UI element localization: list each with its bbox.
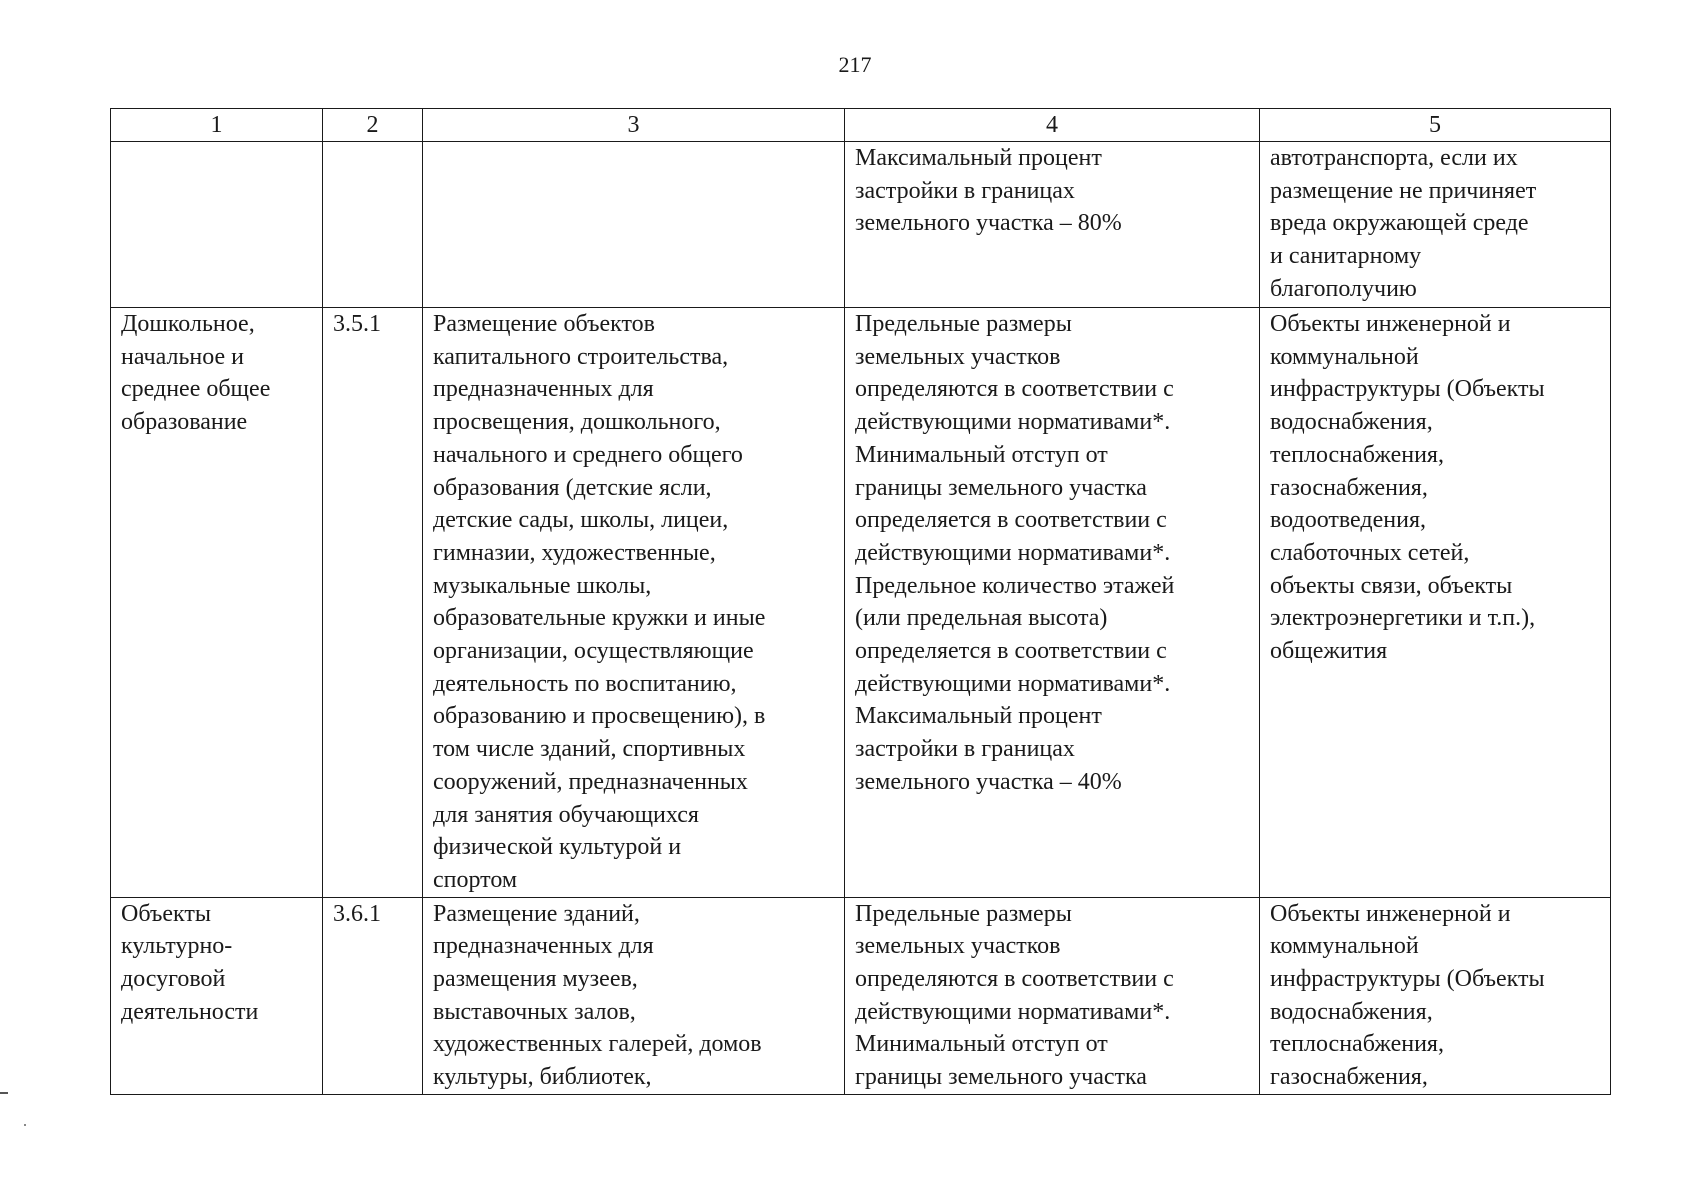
use-description-cell: Размещение объектов капитального строительства, предназначенных для просвещения, дошкольного, начального и среднего общего образования (детские ясли, детские сады, школы, лицеи, гимназии, художественные, музыкальные школы, образовательные кружки и иные организации, осуществляющие деятельность по воспитанию, образованию и просвещению), в том числе зданий, спортивных сооружений, предназначенных для занятия обучающихся физической культурой и спортом: [423, 308, 845, 898]
use-description-cell: Размещение зданий, предназначенных для размещения музеев, выставочных залов, художественных галерей, домов культуры, библиотек,: [423, 897, 845, 1094]
use-code-cell: [323, 142, 423, 308]
use-name-cell: Объекты культурно- досуговой деятельности: [111, 897, 323, 1094]
table-row: [111, 308, 1611, 898]
auxiliary-uses-cell: Объекты инженерной и коммунальной инфраструктуры (Объекты водоснабжения, теплоснабжения, газоснабжения,: [1260, 897, 1611, 1094]
table-row: [111, 142, 1611, 308]
use-name-cell: [111, 142, 323, 308]
scan-dust-dot: [24, 1124, 26, 1126]
scan-margin-mark: [0, 1092, 8, 1094]
table-row: [111, 897, 1611, 1094]
parameters-cell: Максимальный процент застройки в границах земельного участка – 80%: [845, 142, 1260, 308]
parameters-cell: Предельные размеры земельных участков определяются в соответствии с действующими нормативами*. Минимальный отступ от границы земельного участка: [845, 897, 1260, 1094]
column-header: 1: [111, 109, 323, 142]
table-header-row: [111, 109, 1611, 142]
column-header: 3: [423, 109, 845, 142]
parameters-cell: Предельные размеры земельных участков определяются в соответствии с действующими нормативами*. Минимальный отступ от границы земельного участка определяется в соответствии с действующими нормативами*. Предельное количество этажей (или предельная высота) определяется в соответствии с действующими нормативами*. Максимальный процент застройки в границах земельного участка – 40%: [845, 308, 1260, 898]
column-header: 4: [845, 109, 1260, 142]
auxiliary-uses-cell: Объекты инженерной и коммунальной инфраструктуры (Объекты водоснабжения, теплоснабжения, газоснабжения, водоотведения, слаботочных сетей, объекты связи, объекты электроэнергетики и т.п.), общежития: [1260, 308, 1611, 898]
use-description-cell: [423, 142, 845, 308]
page-number: 217: [838, 52, 872, 77]
column-header: 2: [323, 109, 423, 142]
column-header: 5: [1260, 109, 1611, 142]
auxiliary-uses-cell: автотранспорта, если их размещение не причиняет вреда окружающей среде и санитарному благополучию: [1260, 142, 1611, 308]
zoning-regulations-table: [110, 108, 1611, 1095]
use-code-cell: 3.6.1: [323, 897, 423, 1094]
use-name-cell: Дошкольное, начальное и среднее общее образование: [111, 308, 323, 898]
use-code-cell: 3.5.1: [323, 308, 423, 898]
